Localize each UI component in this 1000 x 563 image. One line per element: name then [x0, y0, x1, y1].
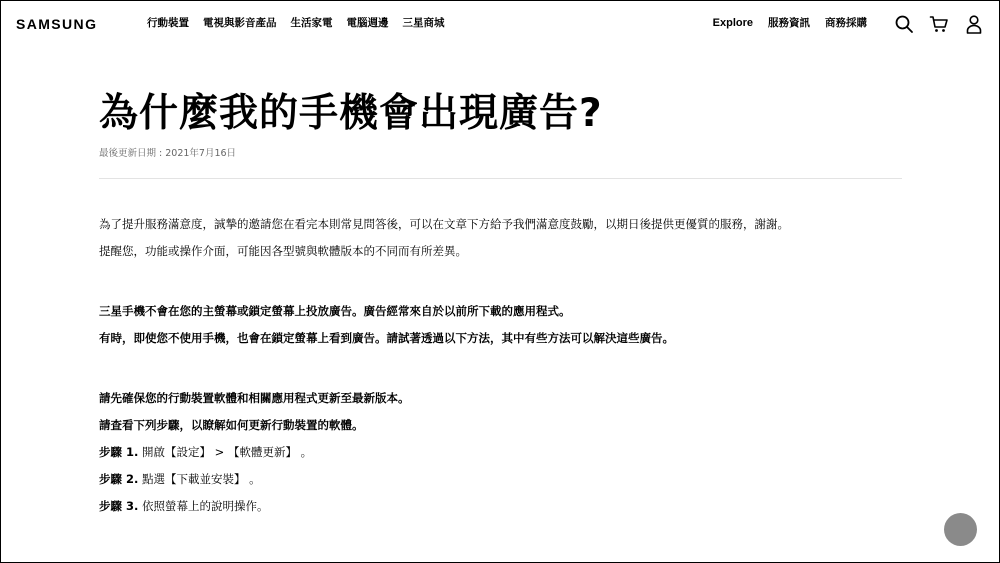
- nav-item-appliances[interactable]: 生活家電: [290, 17, 333, 29]
- nav-item-shop[interactable]: 三星商城: [402, 17, 445, 29]
- step-item: [99, 499, 902, 513]
- site-header: [0, 0, 1000, 48]
- search-icon[interactable]: [894, 14, 914, 34]
- cart-icon[interactable]: [929, 14, 949, 34]
- main-nav: [147, 16, 445, 30]
- explain-paragraph: 有時，即使您不使用手機，也會在鎖定螢幕上看到廣告。請試著透過以下方法，其中有些方法可以解決這些廣告。: [99, 331, 674, 345]
- step-text: 開啟【設定】 > 【軟體更新】 。: [142, 445, 313, 459]
- step-label: 步驟 1.: [99, 445, 139, 459]
- update-paragraph: 請查看下列步驟，以瞭解如何更新行動裝置的軟體。: [99, 418, 364, 432]
- explain-paragraph: 三星手機不會在您的主螢幕或鎖定螢幕上投放廣告。廣告經常來自於以前所下載的應用程式。: [99, 304, 571, 318]
- header-icons: [894, 14, 984, 34]
- step-item: [99, 445, 902, 459]
- intro-paragraph: 為了提升服務滿意度，誠摯的邀請您在看完本則常見問答後，可以在文章下方給予我們滿意度鼓勵，以期日後提供更優質的服務，謝謝。: [99, 217, 789, 231]
- utility-nav: [713, 16, 867, 30]
- nav-item-business[interactable]: 商務採購: [825, 17, 867, 29]
- floating-action-button[interactable]: [944, 513, 977, 546]
- step-label: 步驟 2.: [99, 472, 139, 486]
- nav-item-computing[interactable]: 電腦週邊: [346, 17, 389, 29]
- page-title: 為什麼我的手機會出現廣告?: [99, 91, 603, 136]
- step-text: 依照螢幕上的說明操作。: [142, 499, 269, 513]
- divider: [99, 178, 902, 179]
- article-body: [99, 217, 902, 513]
- last-updated: 最後更新日期 : 2021年7月16日: [99, 148, 237, 159]
- samsung-logo[interactable]: SAMSUNG: [16, 16, 98, 32]
- faq-article: [99, 86, 902, 513]
- update-paragraph: 請先確保您的行動裝置軟體和相關應用程式更新至最新版本。: [99, 391, 410, 405]
- step-label: 步驟 3.: [99, 499, 139, 513]
- nav-item-mobile[interactable]: 行動裝置: [147, 17, 189, 29]
- nav-item-tv-av[interactable]: 電視與影音產品: [203, 17, 277, 29]
- step-item: [99, 472, 902, 486]
- user-icon[interactable]: [964, 14, 984, 34]
- nav-item-explore[interactable]: Explore: [712, 17, 753, 29]
- intro-note: 提醒您，功能或操作介面，可能因各型號與軟體版本的不同而有所差異。: [99, 244, 467, 258]
- step-text: 點選【下載並安裝】 。: [142, 472, 261, 486]
- nav-item-support[interactable]: 服務資訊: [768, 17, 810, 29]
